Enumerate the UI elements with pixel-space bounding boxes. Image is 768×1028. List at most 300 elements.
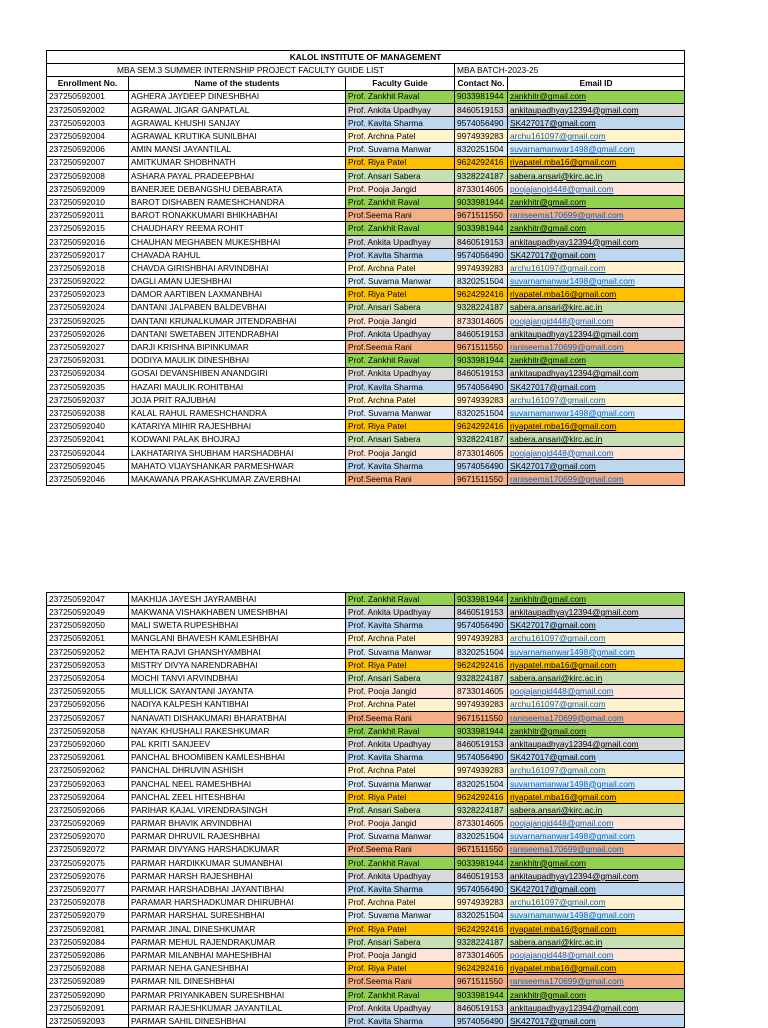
contact-cell: 9974939283 [455, 262, 508, 275]
faculty-guide-cell: Prof. Zankhit Raval [346, 593, 455, 606]
table-row [47, 1015, 685, 1028]
table-row [47, 380, 685, 393]
contact-cell: 9624292416 [455, 962, 508, 975]
email-cell[interactable]: sabera.ansari@kirc.ac.in [508, 169, 685, 182]
contact-cell: 9624292416 [455, 790, 508, 803]
enrollment-cell: 237250592011 [47, 209, 129, 222]
table-row [47, 116, 685, 129]
faculty-guide-cell: Prof.Seema Rani [346, 209, 455, 222]
contact-cell: 9328224187 [455, 301, 508, 314]
email-cell[interactable]: riyapatel.mba16@gmail.com [508, 790, 685, 803]
contact-cell: 9671511550 [455, 975, 508, 988]
enrollment-cell: 237250592045 [47, 459, 129, 472]
contact-cell: 9574056490 [455, 248, 508, 261]
enrollment-cell: 237250592044 [47, 446, 129, 459]
email-cell[interactable]: ankitaupadhyay12394@gmail.com [508, 103, 685, 116]
enrollment-cell: 237250592022 [47, 275, 129, 288]
enrollment-cell: 237250592060 [47, 738, 129, 751]
email-cell[interactable]: raniseema170699@gmail.com [508, 975, 685, 988]
student-name-cell: MAKAWANA PRAKASHKUMAR ZAVERBHAI [129, 473, 346, 486]
student-name-cell: DANTANI SWETABEN JITENDRABHAI [129, 327, 346, 340]
contact-cell: 9574056490 [455, 619, 508, 632]
student-name-cell: BAROT RONAKKUMARI BHIKHABHAI [129, 209, 346, 222]
email-cell[interactable]: raniseema170699@gmail.com [508, 341, 685, 354]
table-row [47, 314, 685, 327]
faculty-guide-cell: Prof. Kavita Sharma [346, 619, 455, 632]
table-row [47, 169, 685, 182]
email-cell[interactable]: zankhitr@gmail.com [508, 988, 685, 1001]
faculty-guide-cell: Prof. Riya Patel [346, 658, 455, 671]
student-name-cell: BANERJEE DEBANGSHU DEBABRATA [129, 182, 346, 195]
email-cell[interactable]: suvarnamanwar1498@gmail.com [508, 909, 685, 922]
student-name-cell: PARMAR DIVYANG HARSHADKUMAR [129, 843, 346, 856]
student-name-cell: CHAVADA RAHUL [129, 248, 346, 261]
student-name-cell: PARMAR HARSHADBHAI JAYANTIBHAI [129, 883, 346, 896]
enrollment-cell: 237250592079 [47, 909, 129, 922]
contact-cell: 9574056490 [455, 751, 508, 764]
contact-cell: 8733014605 [455, 685, 508, 698]
enrollment-cell: 237250592084 [47, 935, 129, 948]
email-cell[interactable]: zankhitr@gmail.com [508, 90, 685, 103]
table-row [47, 606, 685, 619]
contact-cell: 9574056490 [455, 1015, 508, 1028]
email-cell[interactable]: riyapatel.mba16@gmail.com [508, 156, 685, 169]
contact-cell: 8320251504 [455, 645, 508, 658]
student-name-cell: PARMAR PRIYANKABEN SURESHBHAI [129, 988, 346, 1001]
email-cell[interactable]: riyapatel.mba16@gmail.com [508, 922, 685, 935]
email-cell[interactable]: zankhitr@gmail.com [508, 724, 685, 737]
enrollment-cell: 237250592004 [47, 130, 129, 143]
table-row [47, 90, 685, 103]
contact-cell: 9671511550 [455, 843, 508, 856]
faculty-guide-cell: Prof. Ansari Sabera [346, 804, 455, 817]
contact-cell: 9328224187 [455, 433, 508, 446]
enrollment-cell: 237250592057 [47, 711, 129, 724]
student-name-cell: MEHTA RAJVI GHANSHYAMBHAI [129, 645, 346, 658]
student-name-cell: CHAUHAN MEGHABEN MUKESHBHAI [129, 235, 346, 248]
student-name-cell: DAMOR AARTIBEN LAXMANBHAI [129, 288, 346, 301]
faculty-guide-cell: Prof. Archna Patel [346, 698, 455, 711]
faculty-guide-cell: Prof. Suvarna Manwar [346, 645, 455, 658]
table-row [47, 724, 685, 737]
student-name-cell: AGRAWAL KRUTIKA SUNILBHAI [129, 130, 346, 143]
student-name-cell: PARMAR HARDIKKUMAR SUMANBHAI [129, 856, 346, 869]
faculty-guide-cell: Prof. Riya Patel [346, 790, 455, 803]
enrollment-cell: 237250592066 [47, 804, 129, 817]
student-name-cell: KALAL RAHUL RAMESHCHANDRA [129, 407, 346, 420]
email-cell[interactable]: archu161097@gmail.com [508, 698, 685, 711]
student-name-cell: PARMAR HARSHAL SURESHBHAI [129, 909, 346, 922]
email-cell[interactable]: poojajangid448@gmail.com [508, 949, 685, 962]
contact-cell: 9328224187 [455, 169, 508, 182]
table-row [47, 248, 685, 261]
contact-cell: 8460519153 [455, 367, 508, 380]
table-row [47, 209, 685, 222]
contact-cell: 9974939283 [455, 896, 508, 909]
faculty-guide-cell: Prof. Kavita Sharma [346, 883, 455, 896]
table-row [47, 830, 685, 843]
table-row [47, 262, 685, 275]
email-cell[interactable]: sabera.ansari@kirc.ac.in [508, 672, 685, 685]
table-row [47, 143, 685, 156]
student-name-cell: PARMAR NIL DINESHBHAI [129, 975, 346, 988]
email-cell[interactable]: SK427017@gmail.com [508, 751, 685, 764]
email-cell[interactable]: archu161097@gmail.com [508, 130, 685, 143]
email-cell[interactable]: archu161097@gmail.com [508, 393, 685, 406]
enrollment-cell: 237250592081 [47, 922, 129, 935]
student-name-cell: BAROT DISHABEN RAMESHCHANDRA [129, 196, 346, 209]
enrollment-cell: 237250592061 [47, 751, 129, 764]
student-name-cell: PARMAR HARSH RAJESHBHAI [129, 869, 346, 882]
email-cell[interactable]: riyapatel.mba16@gmail.com [508, 962, 685, 975]
enrollment-cell: 237250592069 [47, 817, 129, 830]
email-cell[interactable]: raniseema170699@gmail.com [508, 711, 685, 724]
student-name-cell: PARIHAR KAJAL VIRENDRASINGH [129, 804, 346, 817]
enrollment-cell: 237250592003 [47, 116, 129, 129]
student-name-cell: DANTANI KRUNALKUMAR JITENDRABHAI [129, 314, 346, 327]
table-row [47, 883, 685, 896]
student-name-cell: PARMAR BHAVIK ARVINDBHAI [129, 817, 346, 830]
email-cell[interactable]: suvarnamanwar1498@gmail.com [508, 407, 685, 420]
email-cell[interactable]: SK427017@gmail.com [508, 883, 685, 896]
student-name-cell: LAKHATARIYA SHUBHAM HARSHADBHAI [129, 446, 346, 459]
email-cell[interactable]: ankitaupadhyay12394@gmail.com [508, 1001, 685, 1014]
email-cell[interactable]: SK427017@gmail.com [508, 116, 685, 129]
contact-cell: 8320251504 [455, 275, 508, 288]
col-header-enrollment: Enrollment No. [47, 77, 129, 90]
table-row [47, 619, 685, 632]
email-cell[interactable]: suvarnamanwar1498@gmail.com [508, 645, 685, 658]
enrollment-cell: 237250592038 [47, 407, 129, 420]
table-row [47, 988, 685, 1001]
table-row [47, 103, 685, 116]
table-row [47, 764, 685, 777]
student-name-cell: PAL KRITI SANJEEV [129, 738, 346, 751]
student-name-cell: AMIN MANSI JAYANTILAL [129, 143, 346, 156]
contact-cell: 9033981944 [455, 196, 508, 209]
contact-cell: 8320251504 [455, 830, 508, 843]
faculty-guide-cell: Prof. Ansari Sabera [346, 672, 455, 685]
faculty-guide-cell: Prof. Archna Patel [346, 764, 455, 777]
student-name-cell: PANCHAL BHOOMIBEN KAMLESHBHAI [129, 751, 346, 764]
table-row [47, 777, 685, 790]
faculty-guide-cell: Prof. Zankhit Raval [346, 90, 455, 103]
contact-cell: 8460519153 [455, 235, 508, 248]
student-name-cell: PARMAR MILANBHAI MAHESHBHAI [129, 949, 346, 962]
contact-cell: 8733014605 [455, 314, 508, 327]
faculty-guide-cell: Prof. Riya Patel [346, 156, 455, 169]
student-name-cell: PARMAR MEHUL RAJENDRAKUMAR [129, 935, 346, 948]
faculty-guide-cell: Prof. Zankhit Raval [346, 354, 455, 367]
email-cell[interactable]: ankitaupadhyay12394@gmail.com [508, 327, 685, 340]
header-row [47, 77, 685, 90]
email-cell[interactable]: riyapatel.mba16@gmail.com [508, 420, 685, 433]
enrollment-cell: 237250592051 [47, 632, 129, 645]
enrollment-cell: 237250592062 [47, 764, 129, 777]
contact-cell: 9974939283 [455, 698, 508, 711]
table-row [47, 975, 685, 988]
email-cell[interactable]: sabera.ansari@kirc.ac.in [508, 935, 685, 948]
email-cell[interactable]: archu161097@gmail.com [508, 764, 685, 777]
faculty-guide-cell: Prof.Seema Rani [346, 711, 455, 724]
contact-cell: 8460519153 [455, 738, 508, 751]
email-cell[interactable]: poojajangid448@gmail.com [508, 817, 685, 830]
email-cell[interactable]: zankhitr@gmail.com [508, 354, 685, 367]
faculty-guide-cell: Prof. Suvarna Manwar [346, 777, 455, 790]
email-cell[interactable]: archu161097@gmail.com [508, 896, 685, 909]
faculty-guide-cell: Prof. Kavita Sharma [346, 459, 455, 472]
email-cell[interactable]: zankhitr@gmail.com [508, 593, 685, 606]
table-row [47, 130, 685, 143]
email-cell[interactable]: SK427017@gmail.com [508, 380, 685, 393]
student-name-cell: KODWANI PALAK BHOJRAJ [129, 433, 346, 446]
contact-cell: 9671511550 [455, 341, 508, 354]
student-name-cell: MAKHIJA JAYESH JAYRAMBHAI [129, 593, 346, 606]
email-cell[interactable]: suvarnamanwar1498@gmail.com [508, 275, 685, 288]
table-row [47, 685, 685, 698]
contact-cell: 8460519153 [455, 606, 508, 619]
table-row [47, 856, 685, 869]
email-cell[interactable]: ankitaupadhyay12394@gmail.com [508, 606, 685, 619]
faculty-guide-cell: Prof. Zankhit Raval [346, 988, 455, 1001]
table-row [47, 473, 685, 486]
faculty-guide-cell: Prof. Kavita Sharma [346, 380, 455, 393]
table-row [47, 235, 685, 248]
table-row [47, 790, 685, 803]
enrollment-cell: 237250592037 [47, 393, 129, 406]
table-row [47, 433, 685, 446]
enrollment-cell: 237250592089 [47, 975, 129, 988]
faculty-guide-cell: Prof.Seema Rani [346, 975, 455, 988]
email-cell[interactable]: raniseema170699@gmail.com [508, 843, 685, 856]
student-name-cell: PANCHAL DHRUVIN ASHISH [129, 764, 346, 777]
email-cell[interactable]: zankhitr@gmail.com [508, 196, 685, 209]
table-row [47, 407, 685, 420]
enrollment-cell: 237250592064 [47, 790, 129, 803]
email-cell[interactable]: suvarnamanwar1498@gmail.com [508, 777, 685, 790]
contact-cell: 9671511550 [455, 209, 508, 222]
email-cell[interactable]: riyapatel.mba16@gmail.com [508, 658, 685, 671]
email-cell[interactable]: raniseema170699@gmail.com [508, 473, 685, 486]
email-cell[interactable]: sabera.ansari@kirc.ac.in [508, 433, 685, 446]
email-cell[interactable]: suvarnamanwar1498@gmail.com [508, 143, 685, 156]
enrollment-cell: 237250592086 [47, 949, 129, 962]
faculty-guide-cell: Prof. Ankita Upadhyay [346, 869, 455, 882]
contact-cell: 9033981944 [455, 90, 508, 103]
enrollment-cell: 237250592034 [47, 367, 129, 380]
contact-cell: 8733014605 [455, 446, 508, 459]
student-name-cell: NANAVATI DISHAKUMARI BHARATBHAI [129, 711, 346, 724]
faculty-guide-cell: Prof. Riya Patel [346, 288, 455, 301]
table-row [47, 711, 685, 724]
table-row [47, 751, 685, 764]
contact-cell: 9624292416 [455, 420, 508, 433]
table-row [47, 909, 685, 922]
enrollment-cell: 237250592031 [47, 354, 129, 367]
table-row [47, 301, 685, 314]
contact-cell: 9033981944 [455, 856, 508, 869]
email-cell[interactable]: suvarnamanwar1498@gmail.com [508, 830, 685, 843]
table-row [47, 1001, 685, 1014]
contact-cell: 8460519153 [455, 1001, 508, 1014]
email-cell[interactable]: poojajangid448@gmail.com [508, 182, 685, 195]
contact-cell: 9574056490 [455, 883, 508, 896]
student-name-cell: KATARIYA MIHIR RAJESHBHAI [129, 420, 346, 433]
faculty-guide-cell: Prof. Ankita Upadhyay [346, 738, 455, 751]
email-cell[interactable]: SK427017@gmail.com [508, 1015, 685, 1028]
faculty-guide-cell: Prof. Zankhit Raval [346, 724, 455, 737]
table-row [47, 327, 685, 340]
email-cell[interactable]: SK427017@gmail.com [508, 248, 685, 261]
student-name-cell: CHAUDHARY REEMA ROHIT [129, 222, 346, 235]
email-cell[interactable]: poojajangid448@gmail.com [508, 685, 685, 698]
faculty-guide-cell: Prof. Kavita Sharma [346, 248, 455, 261]
contact-cell: 8460519153 [455, 869, 508, 882]
faculty-guide-cell: Prof. Ankita Upadhyay [346, 1001, 455, 1014]
table-row [47, 962, 685, 975]
email-cell[interactable]: ankitaupadhyay12394@gmail.com [508, 367, 685, 380]
student-name-cell: PARMAR RAJESHKUMAR JAYANTILAL [129, 1001, 346, 1014]
contact-cell: 8320251504 [455, 143, 508, 156]
student-name-cell: PARMAR DHRUVIL RAJESHBHAI [129, 830, 346, 843]
contact-cell: 9624292416 [455, 288, 508, 301]
enrollment-cell: 237250592047 [47, 593, 129, 606]
contact-cell: 8733014605 [455, 817, 508, 830]
contact-cell: 8320251504 [455, 909, 508, 922]
contact-cell: 8320251504 [455, 777, 508, 790]
table-row [47, 196, 685, 209]
faculty-guide-cell: Prof. Suvarna Manwar [346, 407, 455, 420]
student-name-cell: JOJA PRIT RAJUBHAI [129, 393, 346, 406]
contact-cell: 8460519153 [455, 103, 508, 116]
email-cell[interactable]: riyapatel.mba16@gmail.com [508, 288, 685, 301]
faculty-guide-cell: Prof. Archna Patel [346, 130, 455, 143]
enrollment-cell: 237250592008 [47, 169, 129, 182]
table-row [47, 817, 685, 830]
faculty-guide-cell: Prof. Pooja Jangid [346, 949, 455, 962]
contact-cell: 9033981944 [455, 724, 508, 737]
faculty-guide-cell: Prof. Ankita Upadhyay [346, 606, 455, 619]
contact-cell: 9624292416 [455, 922, 508, 935]
enrollment-cell: 237250592009 [47, 182, 129, 195]
email-cell[interactable]: ankitaupadhyay12394@gmail.com [508, 235, 685, 248]
table-row [47, 804, 685, 817]
contact-cell: 8320251504 [455, 407, 508, 420]
email-cell[interactable]: archu161097@gmail.com [508, 262, 685, 275]
table-row [47, 393, 685, 406]
student-name-cell: DARJI KRISHNA BIPINKUMAR [129, 341, 346, 354]
faculty-guide-cell: Prof. Archna Patel [346, 896, 455, 909]
col-header-name: Name of the students [129, 77, 346, 90]
faculty-guide-cell: Prof. Ankita Upadhyay [346, 367, 455, 380]
enrollment-cell: 237250592024 [47, 301, 129, 314]
email-cell[interactable]: SK427017@gmail.com [508, 459, 685, 472]
faculty-guide-cell: Prof. Suvarna Manwar [346, 275, 455, 288]
table-row [47, 843, 685, 856]
enrollment-cell: 237250592054 [47, 672, 129, 685]
faculty-guide-cell: Prof. Pooja Jangid [346, 685, 455, 698]
email-cell[interactable]: raniseema170699@gmail.com [508, 209, 685, 222]
student-name-cell: MAHATO VIJAYSHANKAR PARMESHWAR [129, 459, 346, 472]
table-row [47, 949, 685, 962]
email-cell[interactable]: SK427017@gmail.com [508, 619, 685, 632]
faculty-guide-cell: Prof. Archna Patel [346, 393, 455, 406]
faculty-guide-cell: Prof. Archna Patel [346, 632, 455, 645]
email-cell[interactable]: ankitaupadhyay12394@gmail.com [508, 869, 685, 882]
student-name-cell: PANCHAL NEEL RAMESHBHAI [129, 777, 346, 790]
enrollment-cell: 237250592049 [47, 606, 129, 619]
student-name-cell: HAZARI MAULIK ROHITBHAI [129, 380, 346, 393]
contact-cell: 9574056490 [455, 380, 508, 393]
enrollment-cell: 237250592052 [47, 645, 129, 658]
enrollment-cell: 237250592093 [47, 1015, 129, 1028]
student-name-cell: MULLICK SAYANTANI JAYANTA [129, 685, 346, 698]
faculty-guide-cell: Prof. Suvarna Manwar [346, 143, 455, 156]
student-name-cell: PARMAR JINAL DINESHKUMAR [129, 922, 346, 935]
student-name-cell: ASHARA PAYAL PRADEEPBHAI [129, 169, 346, 182]
enrollment-cell: 237250592055 [47, 685, 129, 698]
faculty-guide-cell: Prof.Seema Rani [346, 843, 455, 856]
enrollment-cell: 237250592077 [47, 883, 129, 896]
table-row [47, 645, 685, 658]
contact-cell: 9974939283 [455, 632, 508, 645]
faculty-guide-cell: Prof. Kavita Sharma [346, 751, 455, 764]
student-name-cell: AGRAWAL JIGAR GANPATLAL [129, 103, 346, 116]
student-name-cell: DAGLI AMAN UJESHBHAI [129, 275, 346, 288]
enrollment-cell: 237250592070 [47, 830, 129, 843]
faculty-guide-cell: Prof. Ankita Upadhyay [346, 327, 455, 340]
student-name-cell: AGRAWAL KHUSHI SANJAY [129, 116, 346, 129]
student-name-cell: PARMAR SAHIL DINESHBHAI [129, 1015, 346, 1028]
student-name-cell: CHAVDA GIRISHBHAI ARVINDBHAI [129, 262, 346, 275]
email-cell[interactable]: ankitaupadhyay12394@gmail.com [508, 738, 685, 751]
enrollment-cell: 237250592050 [47, 619, 129, 632]
faculty-guide-cell: Prof. Zankhit Raval [346, 222, 455, 235]
email-cell[interactable]: sabera.ansari@kirc.ac.in [508, 301, 685, 314]
enrollment-cell: 237250592025 [47, 314, 129, 327]
enrollment-cell: 237250592053 [47, 658, 129, 671]
email-cell[interactable]: zankhitr@gmail.com [508, 856, 685, 869]
email-cell[interactable]: poojajangid448@gmail.com [508, 446, 685, 459]
faculty-guide-cell: Prof. Zankhit Raval [346, 196, 455, 209]
contact-cell: 9033981944 [455, 988, 508, 1001]
enrollment-cell: 237250592015 [47, 222, 129, 235]
email-cell[interactable]: sabera.ansari@kirc.ac.in [508, 804, 685, 817]
faculty-guide-cell: Prof. Pooja Jangid [346, 314, 455, 327]
enrollment-cell: 237250592010 [47, 196, 129, 209]
faculty-guide-cell: Prof. Riya Patel [346, 420, 455, 433]
table-row [47, 341, 685, 354]
email-cell[interactable]: zankhitr@gmail.com [508, 222, 685, 235]
contact-cell: 8733014605 [455, 182, 508, 195]
table-row [47, 935, 685, 948]
email-cell[interactable]: poojajangid448@gmail.com [508, 314, 685, 327]
student-name-cell: PARAMAR HARSHADKUMAR DHIRUBHAI [129, 896, 346, 909]
table-row [47, 288, 685, 301]
contact-cell: 9624292416 [455, 156, 508, 169]
enrollment-cell: 237250592035 [47, 380, 129, 393]
contact-cell: 9574056490 [455, 116, 508, 129]
faculty-guide-cell: Prof. Ankita Upadhyay [346, 103, 455, 116]
email-cell[interactable]: archu161097@gmail.com [508, 632, 685, 645]
table-row [47, 156, 685, 169]
enrollment-cell: 237250592058 [47, 724, 129, 737]
contact-cell: 9033981944 [455, 222, 508, 235]
enrollment-cell: 237250592040 [47, 420, 129, 433]
student-name-cell: DANTANI JALPABEN BALDEVBHAI [129, 301, 346, 314]
student-name-cell: MANGLANI BHAVESH KAMLESHBHAI [129, 632, 346, 645]
enrollment-cell: 237250592002 [47, 103, 129, 116]
